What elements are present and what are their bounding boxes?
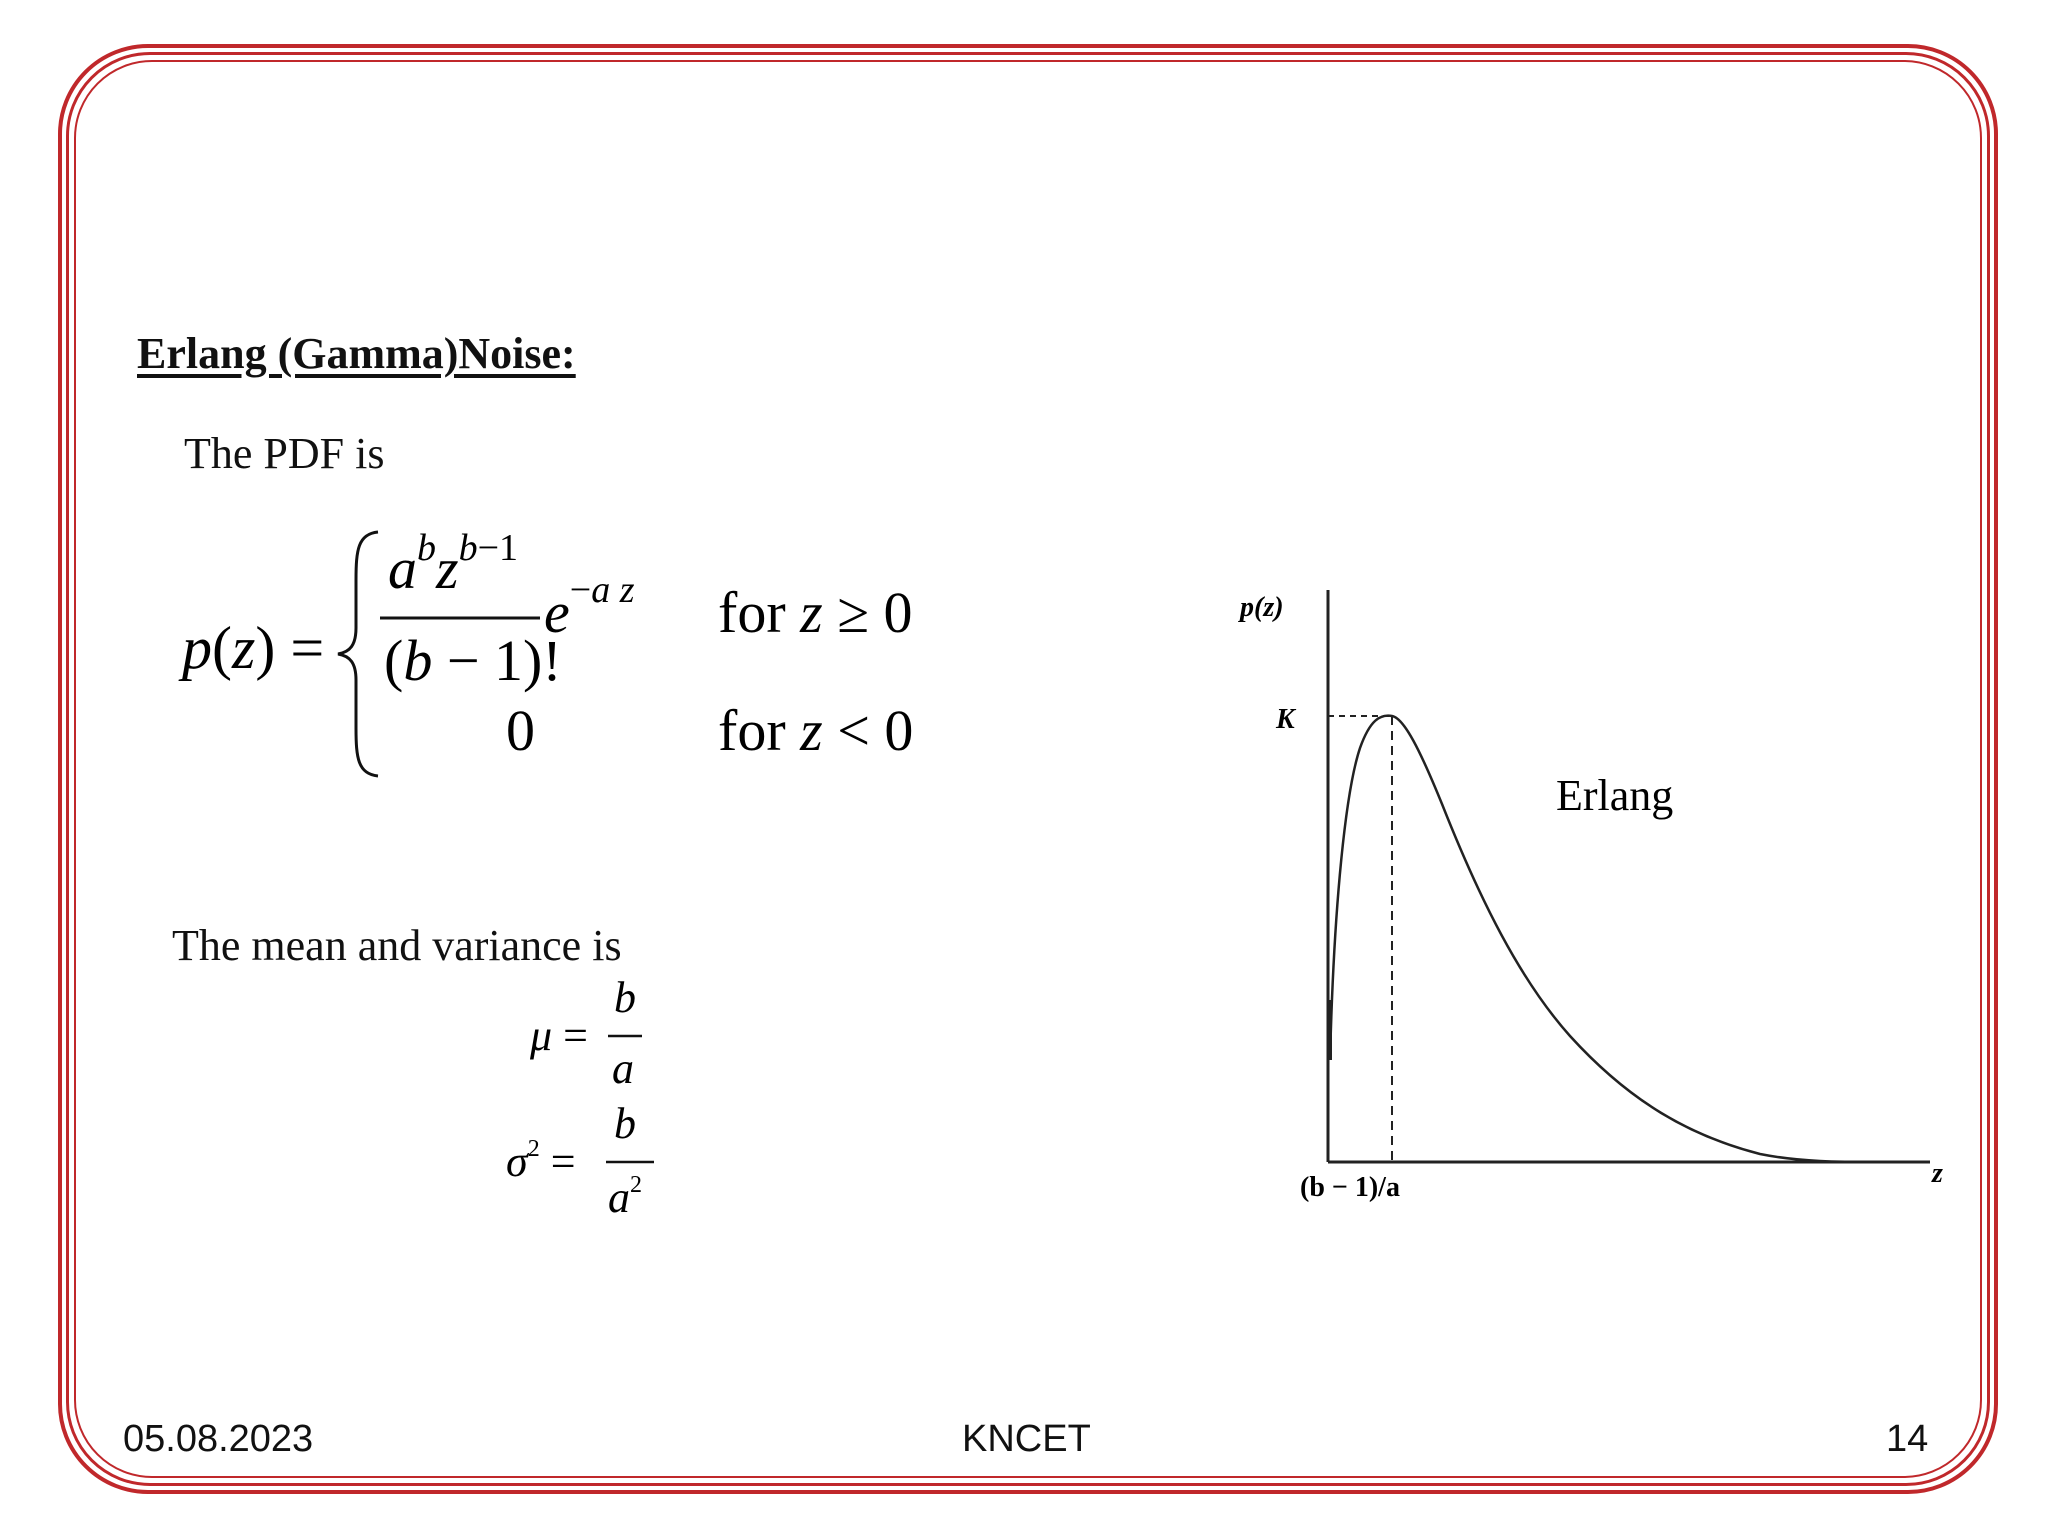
variance-denominator: $a^2$ <box>608 1172 642 1222</box>
mean-denominator: a <box>612 1044 634 1093</box>
case2-value: 0 <box>506 698 535 763</box>
x-tick-label: (b − 1)/a <box>1300 1172 1400 1203</box>
y-tick-label-k: K <box>1276 704 1295 735</box>
pdf-formula <box>170 520 950 790</box>
footer-page-number: 14 <box>1886 1418 1929 1460</box>
mean-variance-formula <box>490 980 690 1240</box>
variance-lhs: $\sigma^2$ = <box>506 1136 576 1186</box>
footer-organization: KNCET <box>962 1418 1091 1460</box>
pdf-intro-text: The PDF is <box>184 429 385 478</box>
case1-condition: for z ≥ 0 <box>718 580 913 645</box>
mean-numerator: b <box>614 980 636 1022</box>
formula-brace <box>338 532 378 776</box>
x-axis-label: z <box>1932 1158 1943 1189</box>
case2-condition: for z < 0 <box>718 698 914 763</box>
case1-denominator: (b − 1)! <box>384 628 562 693</box>
curve-annotation-erlang: Erlang <box>1556 771 1674 820</box>
y-axis-label: p(z) <box>1240 592 1284 623</box>
erlang-chart <box>1220 580 1980 1240</box>
slide-title: Erlang (Gamma)Noise: <box>137 329 576 378</box>
mean-variance-intro-text: The mean and variance is <box>172 921 622 970</box>
formula-lhs: p(z) = <box>182 615 325 681</box>
mean-lhs: μ = <box>530 1011 588 1060</box>
footer-date: 05.08.2023 <box>123 1418 314 1460</box>
variance-numerator: b <box>614 1099 636 1148</box>
case1-exponential: e−a z <box>544 569 635 645</box>
case1-numerator: $a^bz^b-1$ <box>388 527 519 601</box>
